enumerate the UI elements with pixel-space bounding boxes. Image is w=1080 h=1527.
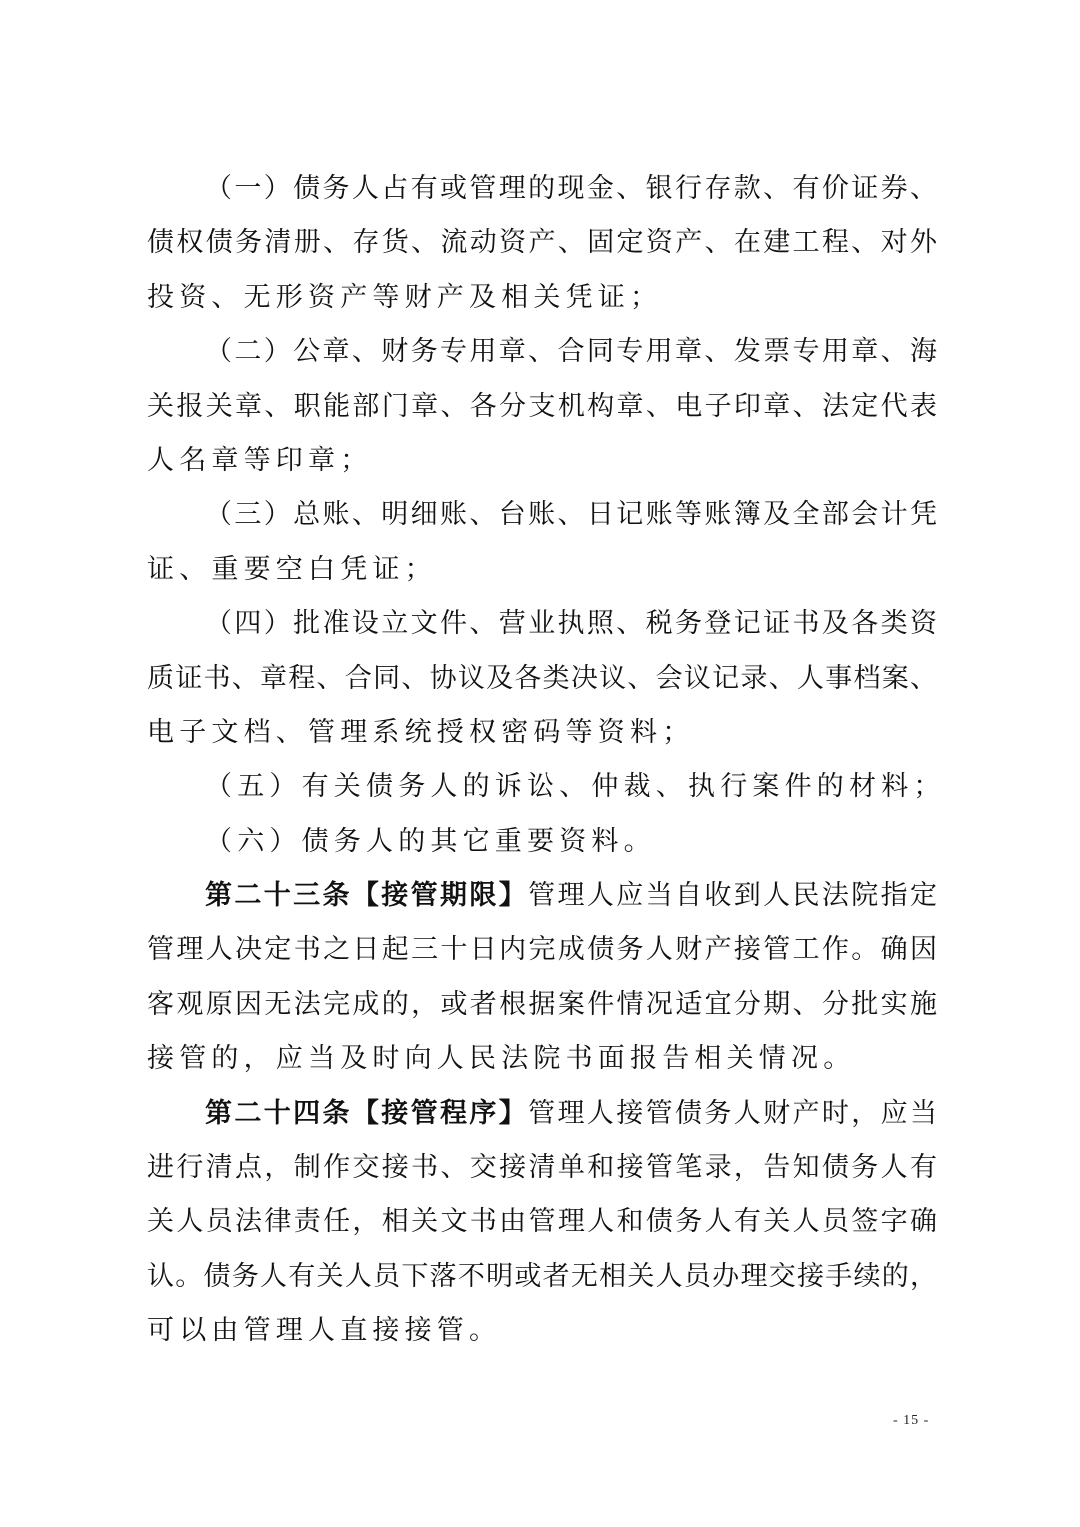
item-6-line-1: （六）债务人的其它重要资料。 (205, 825, 656, 857)
item-4-line-3: 电子文档、管理系统授权密码等资料； (147, 716, 695, 748)
article-24-line-2: 进行清点，制作交接书、交接清单和接管笔录，告知债务人有 (147, 1152, 937, 1184)
item-3-line-1: （三）总账、明细账、台账、日记账等账簿及全部会计凭 (205, 499, 937, 531)
page-number: - 15 - (893, 1413, 930, 1428)
article-23-line-1 (147, 869, 937, 923)
article-24-line-5: 可以由管理人直接接管。 (147, 1315, 502, 1347)
document-body (147, 162, 946, 1359)
item-4-line-1: （四）批准设立文件、营业执照、税务登记证书及各类资 (205, 608, 937, 640)
article-24 (147, 1087, 937, 1359)
article-23-line-4: 接管的，应当及时向人民法院书面报告相关情况。 (147, 1043, 856, 1075)
item-2-line-3: 人名章等印章； (147, 444, 373, 476)
item-1-line-3: 投资、无形资产等财产及相关凭证； (147, 281, 663, 313)
article-24-first-text: 管理人接管债务人财产时，应当 (528, 1097, 937, 1129)
item-3-line-2: 证、重要空白凭证； (147, 553, 437, 585)
article-23-first-text: 管理人应当自收到人民法院指定 (528, 880, 937, 912)
item-2-line-1: （二）公章、财务专用章、合同专用章、发票专用章、海 (205, 336, 937, 368)
item-1-line-2: 债权债务清册、存货、流动资产、固定资产、在建工程、对外 (147, 227, 937, 259)
item-2-line-2: 关报关章、职能部门章、各分支机构章、电子印章、法定代表 (147, 390, 937, 422)
article-24-line-3: 关人员法律责任，相关文书由管理人和债务人有关人员签字确 (147, 1206, 937, 1238)
item-4-line-2: 质证书、章程、合同、协议及各类决议、会议记录、人事档案、 (147, 662, 937, 694)
article-23 (147, 869, 937, 1087)
article-24-line-1 (147, 1087, 937, 1141)
article-24-line-4: 认。债务人有关人员下落不明或者无相关人员办理交接手续的， (147, 1260, 937, 1292)
item-5-line-1: （五）有关债务人的诉讼、仲裁、执行案件的材料； (205, 771, 946, 803)
item-1-line-1: （一）债务人占有或管理的现金、银行存款、有价证券、 (205, 173, 937, 204)
article-23-heading: 第二十三条【接管期限】 (205, 880, 529, 912)
article-24-heading: 第二十四条【接管程序】 (205, 1097, 529, 1129)
article-23-line-3: 客观原因无法完成的，或者根据案件情况适宜分期、分批实施 (147, 988, 937, 1020)
article-23-line-2: 管理人决定书之日起三十日内完成债务人财产接管工作。确因 (147, 934, 937, 966)
